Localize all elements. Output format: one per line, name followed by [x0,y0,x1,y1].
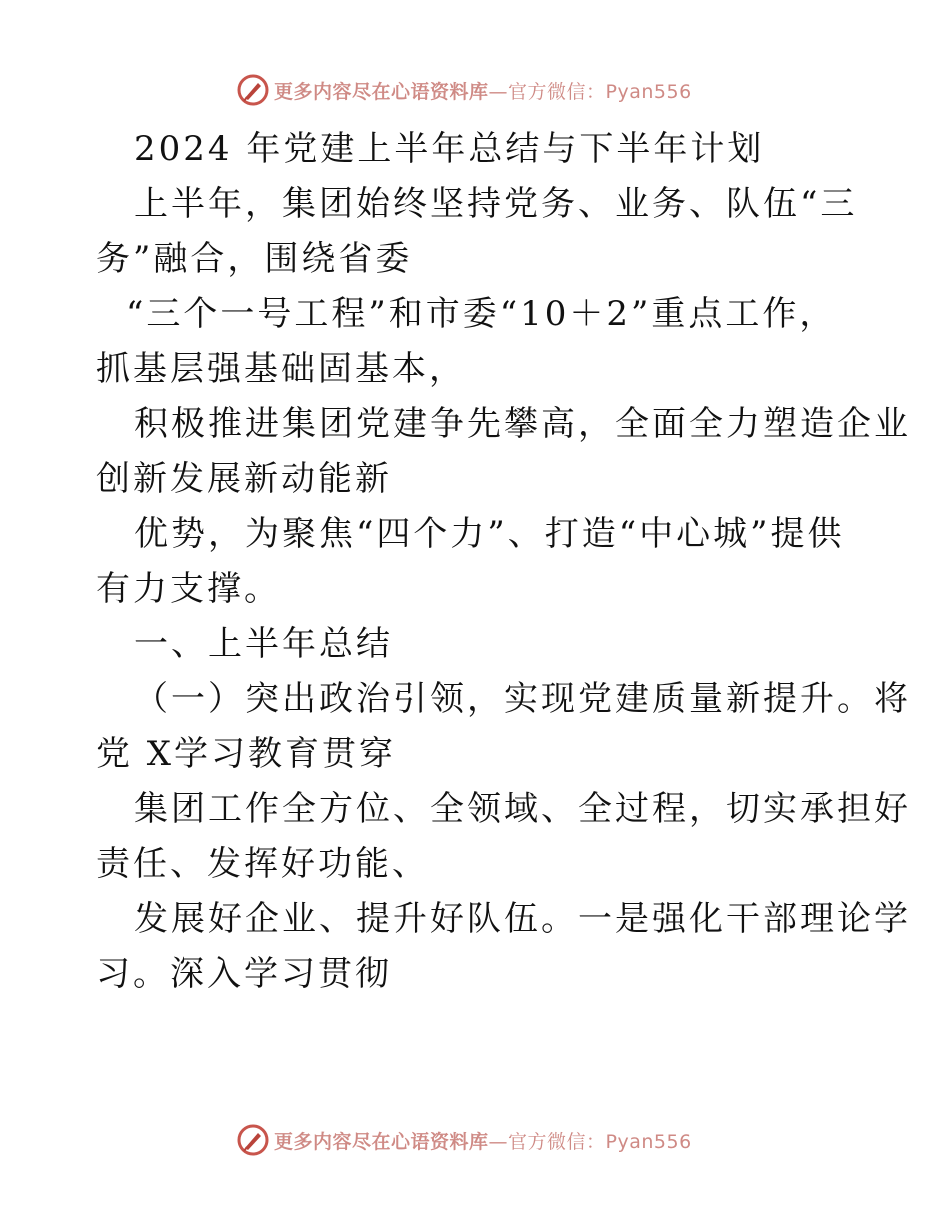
feather-pen-circle-icon [236,73,270,107]
watermark-wechat-text: —官方微信：Pyan556 [488,80,692,103]
watermark-main-text: 更多内容尽在心语资料库 [274,1130,489,1153]
document-body [96,122,911,1002]
paragraph-line: 有力支撑。 [96,569,281,609]
watermark-wechat-text: —官方微信：Pyan556 [488,1130,692,1153]
paragraph-line: 创新发展新动能新 [96,459,392,499]
paragraph-line: 务”融合，围绕省委 [96,239,413,279]
paragraph-line: 抓基层强基础固基本， [96,349,466,389]
watermark-main-text: 更多内容尽在心语资料库 [274,80,489,103]
paragraph-line: 上半年，集团始终坚持党务、业务、队伍“三 [134,184,858,224]
paragraph-line: 党 X学习教育贯穿 [96,734,397,774]
paragraph-line: 优势，为聚焦“四个力”、打造“中心城”提供 [134,514,845,554]
header-watermark [236,70,692,110]
paragraph-line: 发展好企业、提升好队伍。一是强化干部理论学 [134,899,911,939]
paragraph-line: 责任、发挥好功能、 [96,844,429,884]
paragraph-line: 习。深入学习贯彻 [96,954,392,994]
paragraph-line: 积极推进集团党建争先攀高，全面全力塑造企业 [134,404,911,444]
footer-watermark [236,1120,692,1160]
feather-pen-circle-icon [236,1123,270,1157]
paragraph-line: “三个一号工程”和市委“10＋2”重点工作， [126,294,837,334]
subsection-heading: （一）突出政治引领，实现党建质量新提升。将 [134,679,911,719]
document-title: 2024 年党建上半年总结与下半年计划 [134,129,765,169]
paragraph-line: 集团工作全方位、全领域、全过程，切实承担好 [134,789,911,829]
section-heading: 一、上半年总结 [134,624,393,664]
